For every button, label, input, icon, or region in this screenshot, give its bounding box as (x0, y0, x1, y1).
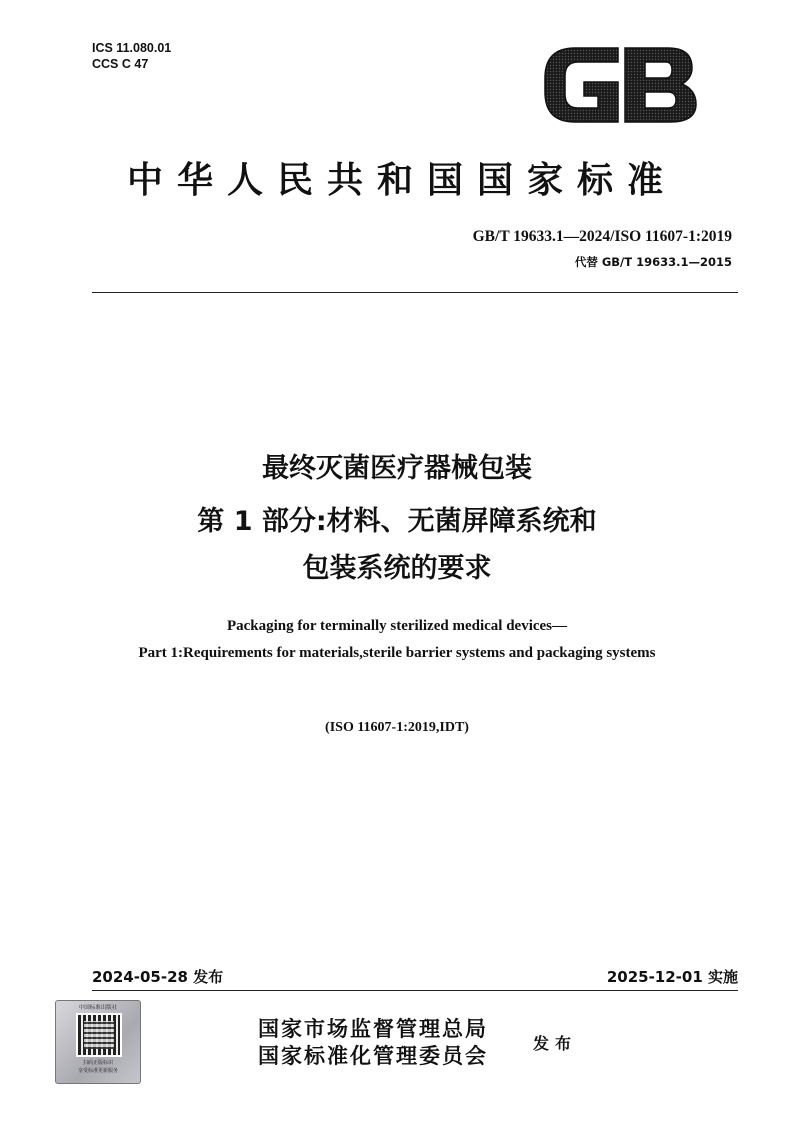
cn-title-line-1: 最终灭菌医疗器械包装 (262, 453, 532, 484)
issuer-samr: 国家市场监督管理总局 (258, 1017, 488, 1041)
gb-logo-text: GB (540, 40, 542, 41)
publish-label: 发布 (533, 1034, 578, 1053)
qr-code-icon (76, 1013, 122, 1057)
top-divider (92, 292, 738, 293)
cn-title-line-2: 第 1 部分:材料、无菌屏障系统和 (197, 506, 597, 537)
national-standard-title: 中华人民共和国国家标准 (126, 160, 677, 201)
issuer-sac: 国家标准化管理委员会 (258, 1044, 488, 1068)
ccs-code: CCS C 47 (92, 57, 149, 71)
ics-code: ICS 11.080.01 (92, 41, 172, 55)
iso-reference: (ISO 11607-1:2019,IDT) (325, 720, 469, 735)
en-title-line-1: Packaging for terminally sterilized medical devices— (226, 618, 568, 634)
seal-header: 中国标准出版社 (78, 1005, 118, 1011)
en-title-line-2: Part 1:Requirements for materials,sterile barrier systems and packaging systems (138, 645, 656, 661)
gb-logo (540, 40, 700, 130)
cn-title-line-3: 包装系统的要求 (302, 553, 492, 584)
bottom-divider (92, 990, 738, 991)
standard-number: GB/T 19633.1—2024/ISO 11607-1:2019 (472, 228, 732, 245)
seal-line-2: 扫码正版标识 (82, 1060, 113, 1066)
anti-counterfeit-seal (55, 1000, 141, 1084)
issue-date: 2024-05-28 发布 (92, 968, 224, 986)
effective-date: 2025-12-01 实施 (606, 968, 738, 986)
replaces-note: 代替 GB/T 19633.1—2015 (574, 255, 732, 269)
classification-codes (92, 40, 171, 72)
seal-line-3: 享受标准更新服务 (77, 1068, 118, 1074)
